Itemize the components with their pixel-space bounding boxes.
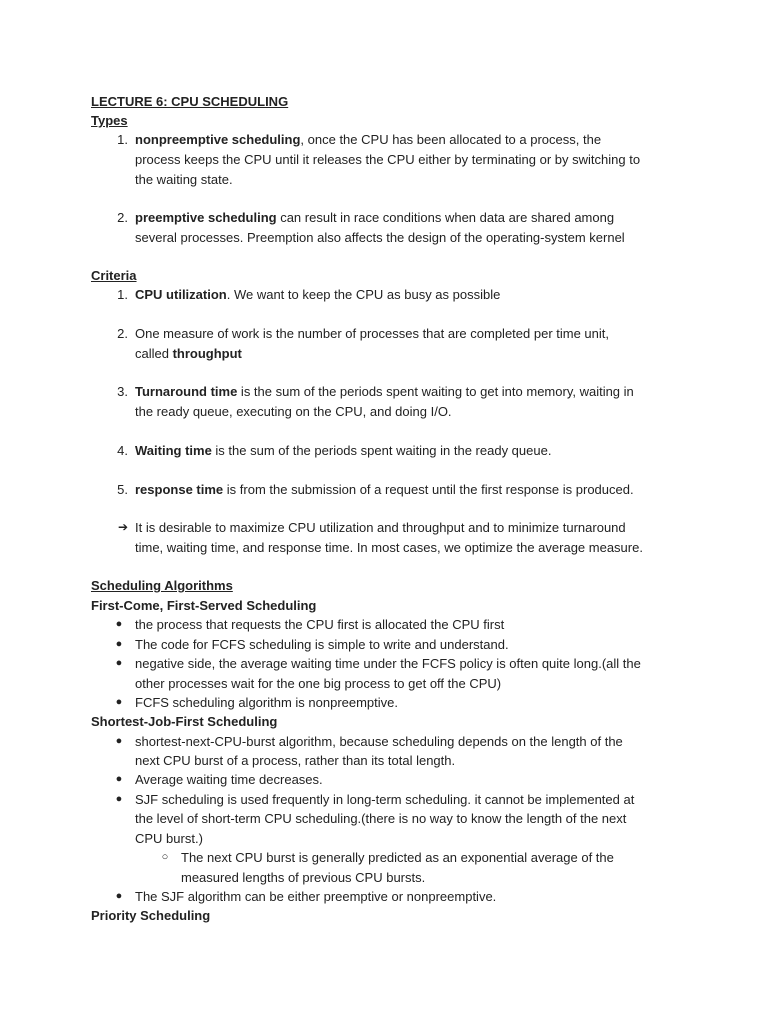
bullet-icon: ● xyxy=(115,773,123,785)
criteria-item-3-number: 3. xyxy=(117,384,128,399)
criteria-item-5-line-1 xyxy=(135,480,634,500)
fcfs-heading: First-Come, First-Served Scheduling xyxy=(91,598,317,613)
criteria-item-5-term: response time xyxy=(135,482,224,497)
criteria-item-2-line-1: One measure of work is the number of processes that are completed per time unit, xyxy=(135,326,610,341)
criteria-item-4-term: Waiting time xyxy=(135,443,212,458)
bullet-icon: ● xyxy=(115,696,123,708)
criteria-item-1-term: CPU utilization xyxy=(135,287,227,302)
bullet-icon: ● xyxy=(115,793,123,805)
criteria-item-1-text: . We want to keep the CPU as busy as possible xyxy=(226,287,501,302)
bullet-icon: ● xyxy=(115,890,123,902)
types-item-2-line-1 xyxy=(135,208,614,228)
fcfs-item-1: the process that requests the CPU first is allocated the CPU first xyxy=(135,617,505,632)
sub-bullet-icon: ○ xyxy=(161,851,169,863)
types-item-1-line-2: process keeps the CPU until it releases the CPU either by terminating or by switching to xyxy=(135,152,641,167)
types-item-2-term: preemptive scheduling xyxy=(135,210,277,225)
sjf-item-2: Average waiting time decreases. xyxy=(135,772,323,787)
bullet-icon: ● xyxy=(115,735,123,747)
sjf-item-3-line-3: CPU burst.) xyxy=(135,831,203,846)
bullet-icon: ● xyxy=(115,638,123,650)
sjf-item-3-line-1: SJF scheduling is used frequently in long-term scheduling. it cannot be implemented at xyxy=(135,792,635,807)
sjf-item-3-line-2: the level of short-term CPU scheduling.(there is no way to know the length of the next xyxy=(135,811,627,826)
criteria-item-3-term: Turnaround time xyxy=(135,384,238,399)
criteria-item-1-number: 1. xyxy=(117,287,128,302)
criteria-item-4-text: is the sum of the periods spent waiting in the ready queue. xyxy=(211,443,552,458)
types-item-1-line-3: the waiting state. xyxy=(135,172,233,187)
criteria-item-2-text: called xyxy=(135,346,173,361)
fcfs-item-3-line-2: other processes wait for the one big process to get off the CPU) xyxy=(135,676,502,691)
criteria-item-4-number: 4. xyxy=(117,443,128,458)
criteria-item-3-line-2: the ready queue, executing on the CPU, and doing I/O. xyxy=(135,404,452,419)
fcfs-item-4: FCFS scheduling algorithm is nonpreemptive. xyxy=(135,695,399,710)
sjf-item-1-line-1: shortest-next-CPU-burst algorithm, because scheduling depends on the length of the xyxy=(135,734,623,749)
criteria-conclusion-line-1: It is desirable to maximize CPU utilization and throughput and to minimize turnaround xyxy=(135,520,626,535)
types-item-2-line-2: several processes. Preemption also affects the design of the operating-system kernel xyxy=(135,230,625,245)
types-item-1-line-1 xyxy=(135,130,601,150)
page-title: LECTURE 6: CPU SCHEDULING xyxy=(91,94,289,109)
types-item-1-number: 1. xyxy=(117,132,128,147)
sjf-item-1-line-2: next CPU burst of a process, rather than its total length. xyxy=(135,753,456,768)
bullet-icon: ● xyxy=(115,618,123,630)
criteria-item-3-line-1 xyxy=(135,382,634,402)
criteria-item-5-number: 5. xyxy=(117,482,128,497)
types-item-2-text: can result in race conditions when data are shared among xyxy=(276,210,615,225)
fcfs-item-3-line-1: negative side, the average waiting time under the FCFS policy is often quite long.(all the xyxy=(135,656,641,671)
sjf-sub-item-line-1: The next CPU burst is generally predicted as an exponential average of the xyxy=(181,850,614,865)
algorithms-heading: Scheduling Algorithms xyxy=(91,578,233,593)
criteria-item-4-line-1 xyxy=(135,441,551,461)
priority-heading: Priority Scheduling xyxy=(91,908,211,923)
criteria-item-5-text: is from the submission of a request until the first response is produced. xyxy=(223,482,634,497)
criteria-item-1-line-1 xyxy=(135,285,500,305)
criteria-heading: Criteria xyxy=(91,268,137,283)
sjf-heading: Shortest-Job-First Scheduling xyxy=(91,714,278,729)
arrow-icon: ➔ xyxy=(117,520,128,534)
criteria-conclusion-line-2: time, waiting time, and response time. In most cases, we optimize the average measure. xyxy=(135,540,643,555)
sjf-item-4: The SJF algorithm can be either preemptive or nonpreemptive. xyxy=(135,889,497,904)
types-item-1-text: , once the CPU has been allocated to a process, the xyxy=(300,132,602,147)
sjf-sub-item-line-2: measured lengths of previous CPU bursts. xyxy=(181,870,426,885)
types-heading: Types xyxy=(91,113,128,128)
criteria-item-2-number: 2. xyxy=(117,326,128,341)
types-item-1-term: nonpreemptive scheduling xyxy=(135,132,301,147)
criteria-item-2-term: throughput xyxy=(172,346,242,361)
bullet-icon: ● xyxy=(115,657,123,669)
criteria-item-3-text: is the sum of the periods spent waiting to get into memory, waiting in xyxy=(237,384,634,399)
types-item-2-number: 2. xyxy=(117,210,128,225)
criteria-item-2-line-2 xyxy=(135,344,242,364)
fcfs-item-2: The code for FCFS scheduling is simple to write and understand. xyxy=(135,637,509,652)
